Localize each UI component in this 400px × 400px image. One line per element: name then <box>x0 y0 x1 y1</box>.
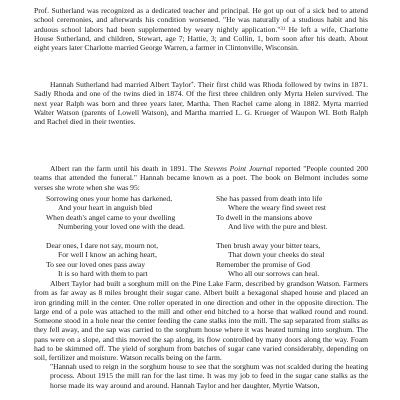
poem-line: It is so hard with them to part <box>58 269 148 279</box>
paragraph-hannah-taylor <box>34 80 368 126</box>
poem-line: Who all our sorrows can heal. <box>228 269 320 279</box>
poem-line: When death's angel came to your dwelling <box>46 212 176 222</box>
paragraph-albert-death <box>34 164 368 192</box>
paragraph-text: Hannah Sutherland had married Albert Taylor <box>50 80 192 89</box>
poem-line: Sorrowing ones your home has darkened, <box>46 194 173 203</box>
paragraph-text: Prof. Sutherland was recognized as a dedicated teacher and principal. He got up out of a sick bed to attend school ceremonies, and afterwards his condition worsened. "He was naturally of a studious habit and his arduous school labors had been supplemented by weary nightly application." <box>34 6 368 34</box>
paragraph-text: . Their first child was Rhoda followed by twins in 1871. Sadly Rhoda and one of the twins died in 1874. Of the first three children only Myrta Helen survived. The next year Ralph was born and three years later, Martha. Then Rachel came along in 1882. Myrta married Walter Watson (parents of Lowell Watson), and Martha married L. G. Krueger of Waupon WI. Both Ralph and Rachel died in their twenties. <box>34 80 369 127</box>
poem-line: Then brush away your bitter tears, <box>216 241 321 251</box>
poem-stanza <box>216 241 376 279</box>
poem-stanza <box>216 194 376 232</box>
poem-line: To dwell in the mansions above <box>216 212 313 222</box>
quote-watson: "Hannah used to reign in the sorghum house to see that the sorghum was not scalded during the heating process. About 1915 the mill ran for the last time. It was my job to feed in the sugar cane stalks as the horse made its way around and around. Hannah Taylor and her daughter, Myrtie Watson, <box>50 362 368 390</box>
poem-right-column <box>216 194 376 288</box>
paragraph-text: reported "People counted 200 teams that attended the funeral." Hannah became known as a poet. The book on Belmont includes some verses she wrote when she was 95: <box>34 164 368 192</box>
poem-line: Remember the promise of God <box>216 259 311 269</box>
poem-left-column <box>46 194 206 288</box>
footnote-marker: * <box>191 82 194 87</box>
poem-line: And your heart in anguish bled <box>58 203 153 213</box>
paragraph-sorghum-mill: Albert Taylor had built a sorghum mill on the Pine Lake Farm, described by grandson Watson. Farmers from as far away as 8 miles brought their sugar cane. Albert built a hexagonal shaped house and placed an iron grinding mill in the center. One roller operated in one direction and other in the opposite direction. The large end of a pole was attached to the mill and other end hitched to a horse that walked round and round. Someone stood in a hole near the center feeding the cane stalks into the mill. The sap separated from stalks as they fell away, and the sap was carried to the sorghum house where it was heated turning into sorghum. The pans were on a slope, and this moved the sap along, its flow controlled by many doors along the way. Foam had to be skimmed off. The yield of sorghum from batches of sugar cane varied considerably, depending on soil, fertilizer and moisture. Watson recalls being on the farm. <box>34 279 368 363</box>
poem-line: Numbering your loved one with the dead. <box>58 222 185 232</box>
poem-stanza <box>46 241 206 279</box>
poem-line: Dear ones, I dare not say, mourn not, <box>46 241 159 251</box>
poem-line: And live with the pure and blest. <box>228 222 328 232</box>
poem-line: To see our loved ones pass away <box>46 259 146 269</box>
poem-line: For well I know an aching heart, <box>58 250 157 260</box>
paragraph-text: He left a wife, Charlotte House Sutherland, and children, Stewart, age 7; Hattie, 3; and Collin, 1, born soon after his death. About eight years later Charlotte married George Warren, a farmer in Clintonville, Wisconsin. <box>34 24 368 53</box>
poem-line: That down your cheeks do steal <box>228 250 325 260</box>
paragraph-text: Albert ran the farm until his death in 1891. The <box>50 164 205 173</box>
newspaper-title: Stevens Point Journal <box>204 164 273 173</box>
poem-line: She has passed from death into life <box>216 194 323 203</box>
footnote-marker: 31 <box>280 26 286 32</box>
paragraph-sutherland <box>34 6 368 52</box>
poem-stanza <box>46 194 206 232</box>
poem-line: Where the weary find sweet rest <box>228 203 327 213</box>
